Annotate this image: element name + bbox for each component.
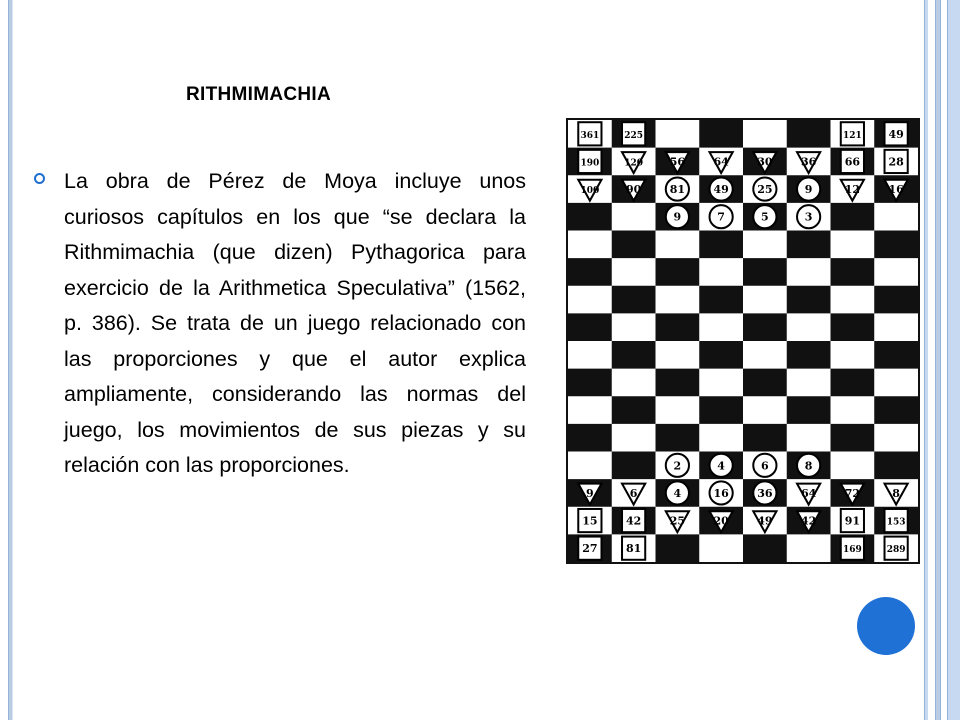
- board-square: [656, 341, 700, 369]
- board-square: [656, 313, 700, 341]
- board-piece-label: 120: [624, 158, 644, 169]
- board-square: [874, 424, 918, 452]
- board-square: [612, 203, 656, 231]
- board-square: [743, 534, 787, 562]
- board-square: [874, 452, 918, 480]
- board-piece-square: [578, 122, 601, 145]
- board-square: [743, 369, 787, 397]
- board-piece-label: 2: [673, 459, 682, 473]
- board-square: [568, 313, 612, 341]
- board-piece-label: 42: [625, 514, 642, 528]
- board-square: [831, 313, 875, 341]
- board-square: [787, 286, 831, 314]
- board-piece-square: [578, 509, 601, 532]
- board-square: [874, 369, 918, 397]
- board-square: [874, 396, 918, 424]
- board-piece-label: 81: [625, 542, 642, 556]
- board-piece-square: [622, 509, 645, 532]
- board-piece-circle: [666, 205, 689, 228]
- board-square: [568, 396, 612, 424]
- board-square: [743, 231, 787, 259]
- board-piece-label: 225: [624, 130, 644, 141]
- board-square: [831, 369, 875, 397]
- board-square: [743, 286, 787, 314]
- board-piece-label: 121: [842, 130, 862, 141]
- board-piece-label: 90: [625, 183, 642, 197]
- board-square: [568, 341, 612, 369]
- board-piece-label: 9: [804, 183, 813, 197]
- board-square: [743, 396, 787, 424]
- board-piece-label: 49: [757, 514, 773, 528]
- board-square: [699, 369, 743, 397]
- board-piece-square: [578, 537, 601, 560]
- bullet-ring-icon: [34, 173, 45, 184]
- board-square: [787, 369, 831, 397]
- board-square: [787, 231, 831, 259]
- board-piece-label: 5: [761, 210, 769, 224]
- board-piece-label: 30: [757, 155, 773, 169]
- board-square: [787, 120, 831, 148]
- board-square: [568, 203, 612, 231]
- board-square: [568, 369, 612, 397]
- board-square: [568, 258, 612, 286]
- board-piece-circle: [710, 481, 733, 504]
- board-piece-label: 6: [629, 486, 638, 500]
- board-piece-label: 42: [800, 514, 817, 528]
- board-piece-label: 9: [673, 210, 682, 224]
- board-square: [656, 286, 700, 314]
- board-square: [831, 231, 875, 259]
- board-square: [787, 258, 831, 286]
- board-square: [612, 286, 656, 314]
- board-piece-label: 100: [580, 186, 600, 197]
- board-piece-label: 49: [713, 183, 729, 197]
- board-square: [874, 286, 918, 314]
- board-square: [656, 231, 700, 259]
- board-piece-label: 8: [804, 459, 813, 473]
- board-piece-label: 25: [669, 514, 686, 528]
- board-svg: [568, 120, 918, 562]
- decorative-blue-circle: [857, 597, 915, 655]
- board-square: [874, 231, 918, 259]
- board-piece-circle: [797, 205, 820, 228]
- board-piece-circle: [666, 481, 689, 504]
- board-piece-label: 66: [844, 155, 861, 169]
- board-square: [612, 396, 656, 424]
- board-square: [699, 341, 743, 369]
- board-piece-label: 20: [713, 514, 729, 528]
- board-piece-square: [841, 122, 864, 145]
- board-piece-circle: [753, 454, 776, 477]
- board-square: [699, 286, 743, 314]
- board-square: [612, 231, 656, 259]
- bullet-item: [34, 164, 526, 484]
- board-piece-square: [578, 150, 601, 173]
- board-piece-square: [885, 122, 908, 145]
- board-piece-label: 190: [580, 158, 600, 169]
- board-piece-label: 289: [886, 545, 906, 556]
- board-square: [743, 341, 787, 369]
- board-square: [874, 341, 918, 369]
- board-piece-label: 6: [761, 459, 769, 473]
- board-square: [699, 258, 743, 286]
- board-square: [699, 534, 743, 562]
- board-square: [787, 534, 831, 562]
- board-piece-square: [841, 150, 864, 173]
- board-piece-label: 4: [717, 459, 725, 473]
- rithmomachia-board-image: [566, 118, 920, 564]
- board-square: [831, 203, 875, 231]
- board-piece-label: 56: [669, 155, 686, 169]
- frame-rule-3: [947, 0, 960, 720]
- board-square: [743, 120, 787, 148]
- board-piece-circle: [710, 454, 733, 477]
- board-piece-label: 7: [717, 210, 725, 224]
- board-square: [568, 286, 612, 314]
- board-square: [743, 258, 787, 286]
- board-piece-square: [841, 509, 864, 532]
- board-square: [874, 258, 918, 286]
- board-piece-label: 153: [886, 517, 906, 528]
- slide-title: RITHMIMACHIA: [186, 84, 332, 105]
- board-piece-label: 3: [804, 210, 813, 224]
- board-square: [612, 258, 656, 286]
- board-piece-label: 81: [669, 183, 686, 197]
- board-square: [699, 396, 743, 424]
- board-square: [831, 396, 875, 424]
- board-piece-label: 64: [800, 486, 817, 500]
- board-piece-square: [841, 537, 864, 560]
- board-piece-label: 72: [844, 486, 861, 500]
- board-square: [699, 313, 743, 341]
- board-square: [612, 452, 656, 480]
- board-piece-label: 27: [582, 542, 598, 556]
- frame-rule-1: [924, 0, 928, 720]
- board-square: [743, 313, 787, 341]
- board-piece-label: 15: [582, 514, 598, 528]
- board-piece-label: 36: [800, 155, 817, 169]
- board-square: [787, 341, 831, 369]
- board-square: [656, 369, 700, 397]
- board-square: [612, 341, 656, 369]
- board-piece-label: 361: [580, 130, 600, 141]
- board-piece-label: 16: [713, 486, 729, 500]
- board-square: [743, 424, 787, 452]
- board-square: [568, 231, 612, 259]
- board-piece-circle: [710, 177, 733, 200]
- board-piece-square: [622, 122, 645, 145]
- board-piece-label: 4: [673, 486, 682, 500]
- board-piece-label: 8: [892, 486, 900, 500]
- board-square: [656, 424, 700, 452]
- board-piece-label: 9: [586, 486, 594, 500]
- board-square: [656, 534, 700, 562]
- board-square: [656, 258, 700, 286]
- board-square: [831, 452, 875, 480]
- board-piece-circle: [753, 481, 776, 504]
- board-piece-circle: [797, 177, 820, 200]
- board-square: [874, 203, 918, 231]
- board-piece-label: 91: [844, 514, 861, 528]
- board-square: [831, 258, 875, 286]
- board-piece-square: [622, 537, 645, 560]
- board-piece-square: [885, 150, 908, 173]
- board-square: [568, 452, 612, 480]
- board-piece-label: 12: [844, 183, 861, 197]
- board-square: [787, 424, 831, 452]
- board-piece-label: 64: [713, 155, 729, 169]
- board-piece-square: [885, 509, 908, 532]
- board-piece-circle: [797, 454, 820, 477]
- board-square: [831, 341, 875, 369]
- frame-rule-2: [935, 0, 941, 720]
- board-square: [699, 424, 743, 452]
- board-square: [656, 120, 700, 148]
- board-piece-label: 36: [757, 486, 773, 500]
- board-square: [831, 424, 875, 452]
- board-piece-label: 28: [888, 155, 904, 169]
- board-square: [612, 313, 656, 341]
- board-piece-circle: [666, 177, 689, 200]
- slide-frame-left: [8, 0, 13, 720]
- board-square: [656, 396, 700, 424]
- board-square: [699, 231, 743, 259]
- board-square: [699, 120, 743, 148]
- slide-frame-right: [916, 0, 960, 720]
- board-piece-square: [885, 537, 908, 560]
- board-square: [568, 424, 612, 452]
- board-piece-circle: [710, 205, 733, 228]
- board-square: [787, 313, 831, 341]
- board-piece-label: 169: [842, 545, 862, 556]
- board-piece-label: 16: [888, 183, 904, 197]
- bullet-text: La obra de Pérez de Moya incluye unos curiosos capítulos en los que “se declara la Rithmimachia (que dizen) Pythagorica para exercicio de la Arithmetica Speculativa” (1562, p. 386). Se trata de un juego relacionado con las proporciones y que el autor explica ampliamente, considerando las normas del juego, los movimientos de sus piezas y su relación con las proporciones.: [64, 169, 526, 477]
- board-piece-circle: [753, 177, 776, 200]
- board-square: [612, 424, 656, 452]
- board-square: [612, 369, 656, 397]
- board-square: [874, 313, 918, 341]
- board-piece-label: 25: [757, 183, 773, 197]
- board-piece-label: 49: [888, 127, 904, 141]
- board-piece-circle: [666, 454, 689, 477]
- board-square: [787, 396, 831, 424]
- board-square: [831, 286, 875, 314]
- board-piece-circle: [753, 205, 776, 228]
